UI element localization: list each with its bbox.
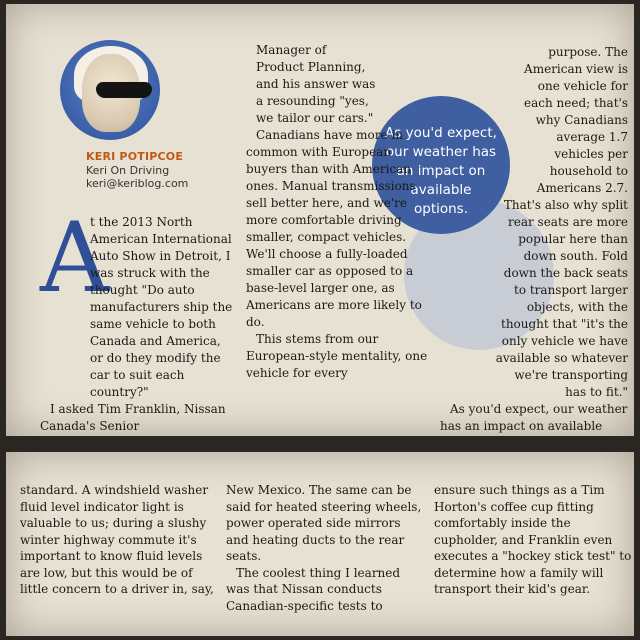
article-bottom-panel: [6, 452, 634, 636]
paragraph: Canadians have more in common with European buyers than with American ones. Manual transmissions sell better here, and we're more comfortable driving smaller, compact vehicles. We'll choose a fully-loaded smaller car as opposed to a base-level larger one, as Americans are more likely to do.: [246, 128, 422, 329]
paragraph: purpose. The American view is one vehicle for each need; that's why Canadians average 1.7 vehicles per household to Americans 2.7.: [524, 45, 628, 195]
author-photo: [60, 40, 160, 140]
article-top-panel: [6, 4, 634, 436]
paragraph: The coolest thing I learned was that Nissan conducts Canadian-specific tests to: [226, 565, 401, 613]
column-name: Keri On Driving: [86, 164, 170, 177]
sunglasses-shape: [96, 82, 152, 98]
paragraph: New Mexico. The same can be said for heated steering wheels, power operated side mirrors and heating ducts to the rear seats.: [226, 483, 422, 563]
article-column-3: [440, 44, 628, 436]
paragraph: I asked Tim Franklin, Nissan Canada's Senior: [40, 402, 226, 433]
paragraph: This stems from our European-style mentality, one vehicle for every: [246, 332, 428, 380]
paragraph: Manager of Product Planning, and his answer was a resounding "yes, we tailor our cars.": [256, 43, 376, 125]
article-column-5: [226, 482, 426, 614]
paragraph: standard. A windshield washer fluid level indicator light is valuable to us; during a slushy winter highway commute it's important to know fluid levels are low, but this would be of little concern to a driver in, say,: [20, 483, 214, 596]
article-column-1: [40, 214, 234, 435]
author-email[interactable]: keri@keriblog.com: [86, 177, 189, 190]
paragraph: ensure such things as a Tim Horton's coffee cup fitting comfortably inside the cupholder, and Franklin even executes a "hockey stick test" to determine how a family will transport their kid's gear.: [434, 483, 632, 596]
drop-cap: A: [40, 202, 110, 314]
author-name: KERI POTIPCOE: [86, 150, 184, 163]
article-column-2: [246, 42, 436, 382]
pull-quote: As you'd expect, our weather has an impact on available options.: [385, 125, 497, 217]
paragraph: That's also why split rear seats are more popular here than down south. Fold down the back seats to transport larger objects, with the thought that "it's the only vehicle we have available so whatever we're transporting has to fit.": [495, 198, 628, 399]
article-column-6: [434, 482, 634, 598]
paragraph: t the 2013 North American International Auto Show in Detroit, I was struck with the thought "Do auto manufacturers ship the same vehicle to both Canada and America, or do they modify the car to suit each country?": [90, 215, 233, 399]
article-column-4: [20, 482, 220, 598]
paragraph: As you'd expect, our weather has an impact on available: [440, 402, 628, 433]
